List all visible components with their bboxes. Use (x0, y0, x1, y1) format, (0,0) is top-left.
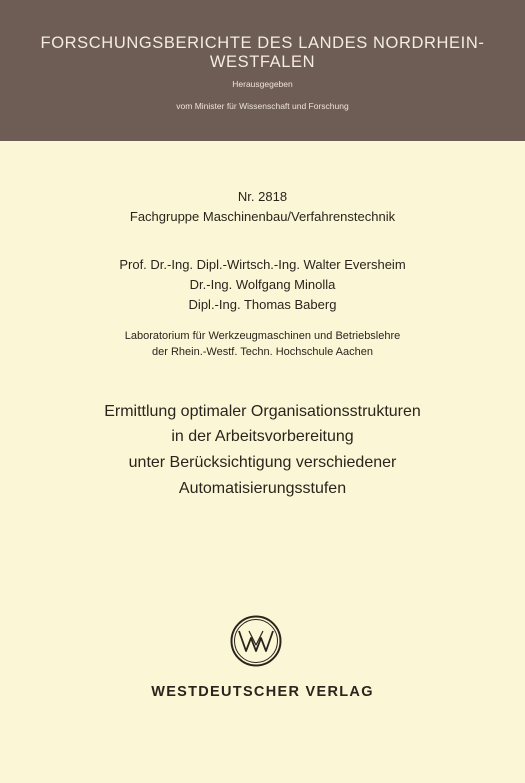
book-title-line: unter Berücksichtigung verschiedener (128, 454, 397, 471)
book-title-line: Automatisierungsstufen (178, 480, 347, 497)
book-title-line: in der Arbeitsvorbereitung (171, 428, 354, 445)
author-name: Dr.-Ing. Wolfgang Minolla (189, 277, 336, 292)
editor-label: Herausgegeben (232, 79, 293, 89)
editor-name: vom Minister für Wissenschaft und Forschung (176, 101, 349, 111)
author-name: Prof. Dr.-Ing. Dipl.-Wirtsch.-Ing. Walter Eversheim (119, 257, 406, 272)
author-name: Dipl.-Ing. Thomas Baberg (188, 297, 337, 312)
subject-group: Fachgruppe Maschinenbau/Verfahrenstechnik (129, 209, 396, 224)
report-number: Nr. 2818 (237, 189, 288, 204)
publisher-name: WESTDEUTSCHER VERLAG (151, 684, 374, 700)
westdeutscher-verlag-logo-icon (229, 614, 283, 668)
header-band (0, 0, 525, 141)
series-title: FORSCHUNGSBERICHTE DES LANDES NORDRHEIN-WESTFALEN (40, 34, 485, 71)
book-title-line: Ermittlung optimaler Organisationsstrukturen (104, 403, 421, 420)
institution-line: Laboratorium für Werkzeugmaschinen und Betriebslehre (124, 330, 401, 342)
institution-line: der Rhein.-Westf. Techn. Hochschule Aachen (152, 346, 373, 358)
